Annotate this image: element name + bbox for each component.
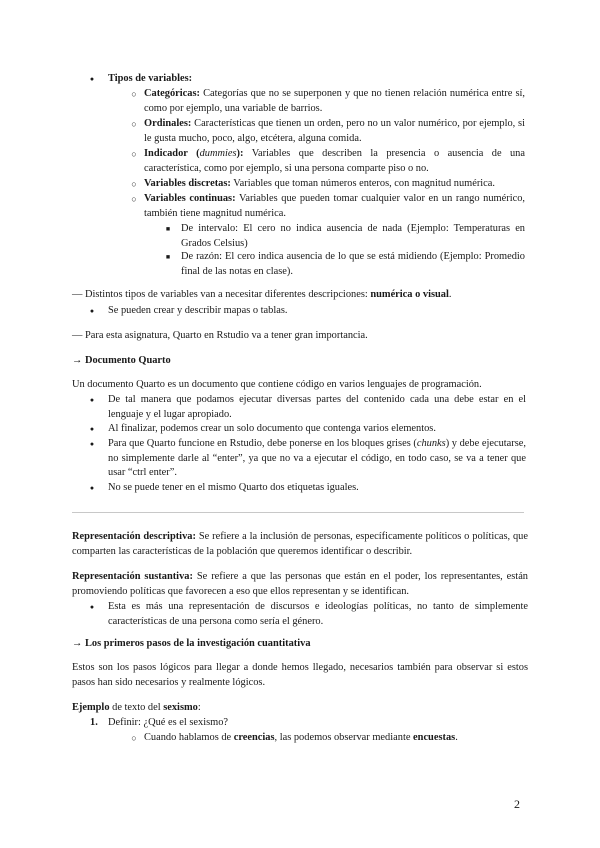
ejemplo-bold: Ejemplo	[72, 702, 110, 713]
sustantiva-term: Representación sustantiva:	[72, 571, 193, 582]
encuestas-bold: encuestas	[413, 732, 456, 743]
discretas-text: Variables que toman números enteros, con magnitud numérica.	[233, 178, 496, 189]
indicador-term-end: ):	[236, 148, 244, 159]
quarto-bullet-2: Al finalizar, podemos crear un solo documento que contenga varios elementos.	[108, 423, 436, 434]
continuas-item	[144, 192, 525, 221]
quarto-bullet-3-b: ) y debe ejecutarse, no simplemente darle al “enter”, ya que no va a ejecutar el código, en todo caso, se va a tener que usar “ctrl enter”.	[108, 438, 526, 478]
indicador-term-italic: dummies	[199, 148, 237, 159]
descriptiva-text: Se refiere a la inclusión de personas, específicamente políticos o políticas, que comparten las características de la población que queremos identificar o describir.	[72, 531, 528, 557]
descriptiva-term: Representación descriptiva:	[72, 531, 196, 542]
circle-bullet-icon	[128, 177, 140, 193]
ejemplo-line	[72, 701, 201, 716]
bullet-icon	[86, 422, 98, 437]
categoricas-text: Categorías que no se superponen y que no tienen relación numérica entre sí, como por ejemplo, una variable de barrios.	[144, 88, 525, 114]
indicador-text: Variables que describen la presencia o ausencia de una característica, como por ejemplo, si una persona comparte piso o no.	[144, 148, 525, 174]
indicador-term: Indicador (	[144, 148, 200, 159]
sustantiva-bullet: Esta es más una representación de discursos e ideologías políticas, no tanto de simplemente características de una persona como sería el género.	[108, 601, 528, 627]
circle-bullet-icon	[128, 192, 140, 208]
intervalo-item: De intervalo: El cero no indica ausencia de nada (Ejemplo: Temperaturas en Grados Celsius)	[181, 223, 525, 249]
discretas-term: Variables discretas:	[144, 178, 231, 189]
quarto-bullet-4: No se puede tener en el mismo Quarto dos etiquetas iguales.	[108, 482, 359, 493]
tipos-heading: Tipos de variables:	[108, 73, 193, 84]
asignatura-paragraph: — Para esta asignatura, Quarto en Rstudio va a tener gran importancia.	[72, 330, 368, 341]
square-bullet-icon	[162, 222, 174, 237]
ordinales-term: Ordinales:	[144, 118, 192, 129]
ordinales-text: Características que tienen un orden, pero no un valor numérico, por ejemplo, si le gusta mucho, poco, algo, etcétera, alguna comida.	[144, 118, 525, 144]
creencias-bold: creencias	[233, 732, 275, 743]
circle-bullet-icon	[128, 147, 140, 163]
creencias-a: Cuando hablamos de	[144, 732, 234, 743]
creencias-end: .	[455, 732, 458, 743]
bullet-icon	[86, 600, 98, 615]
descripciones-bold: numérica o visual	[370, 289, 449, 300]
page-number: 2	[514, 797, 520, 811]
quarto-bullet-3	[108, 437, 526, 481]
quarto-bullet-1: De tal manera que podamos ejecutar diversas partes del contenido cada una debe estar en el lenguaje y el lugar apropiado.	[108, 394, 526, 420]
categoricas-item	[144, 87, 525, 116]
circle-bullet-icon	[128, 87, 140, 103]
pasos-paragraph: Estos son los pasos lógicos para llegar a donde hemos llegado, necesarios también para observar si estos pasos han sido necesarios y realmente lógicos.	[72, 662, 528, 688]
descripciones-bullet: Se pueden crear y describir mapas o tablas.	[108, 305, 288, 316]
circle-bullet-icon	[128, 117, 140, 133]
creencias-b: , las podemos observar mediante	[274, 732, 414, 743]
horizontal-divider	[72, 512, 524, 513]
sustantiva-paragraph	[72, 570, 528, 599]
descriptiva-paragraph	[72, 530, 528, 559]
sustantiva-text: Se refiere a que las personas que están en el poder, los representantes, están promoviendo políticas que favorecen a eso que ellos representan y se identifican.	[72, 571, 528, 597]
ordinales-item	[144, 117, 525, 146]
indicador-item	[144, 147, 525, 176]
discretas-item	[144, 177, 525, 192]
bullet-icon	[86, 304, 98, 319]
square-bullet-icon	[162, 250, 174, 265]
descripciones-end: .	[448, 289, 452, 300]
list-number: 1.	[90, 717, 98, 728]
quarto-heading: → Documento Quarto	[72, 355, 171, 366]
sexismo-bold: sexismo	[163, 702, 198, 713]
creencias-item	[144, 731, 525, 746]
bullet-icon	[86, 437, 98, 452]
continuas-text: Variables que pueden tomar cualquier valor en un rango numérico, también tiene magnitud numérica.	[144, 193, 526, 219]
bullet-icon	[86, 393, 98, 408]
descripciones-text: — Distintos tipos de variables van a necesitar diferentes descripciones:	[72, 289, 371, 300]
definir-item: Definir: ¿Qué es el sexismo?	[108, 717, 229, 728]
quarto-intro: Un documento Quarto es un documento que contiene código en varios lenguajes de programación.	[72, 379, 482, 390]
bullet-icon	[86, 481, 98, 496]
bullet-icon	[86, 72, 98, 87]
categoricas-term: Categóricas:	[144, 88, 200, 99]
quarto-bullet-3-a: Para que Quarto funcione en Rstudio, debe ponerse en los bloques grises (	[108, 438, 417, 449]
chunks-italic: chunks	[416, 438, 446, 449]
ejemplo-mid: de texto del	[109, 702, 164, 713]
descripciones-paragraph	[72, 288, 532, 303]
continuas-term: Variables continuas:	[144, 193, 236, 204]
pasos-heading: → Los primeros pasos de la investigación cuantitativa	[72, 638, 311, 649]
ejemplo-end: :	[197, 702, 201, 713]
razon-item: De razón: El cero indica ausencia de lo que se está midiendo (Ejemplo: Promedio final de las notas en clase).	[181, 251, 525, 277]
circle-bullet-icon	[128, 731, 140, 747]
